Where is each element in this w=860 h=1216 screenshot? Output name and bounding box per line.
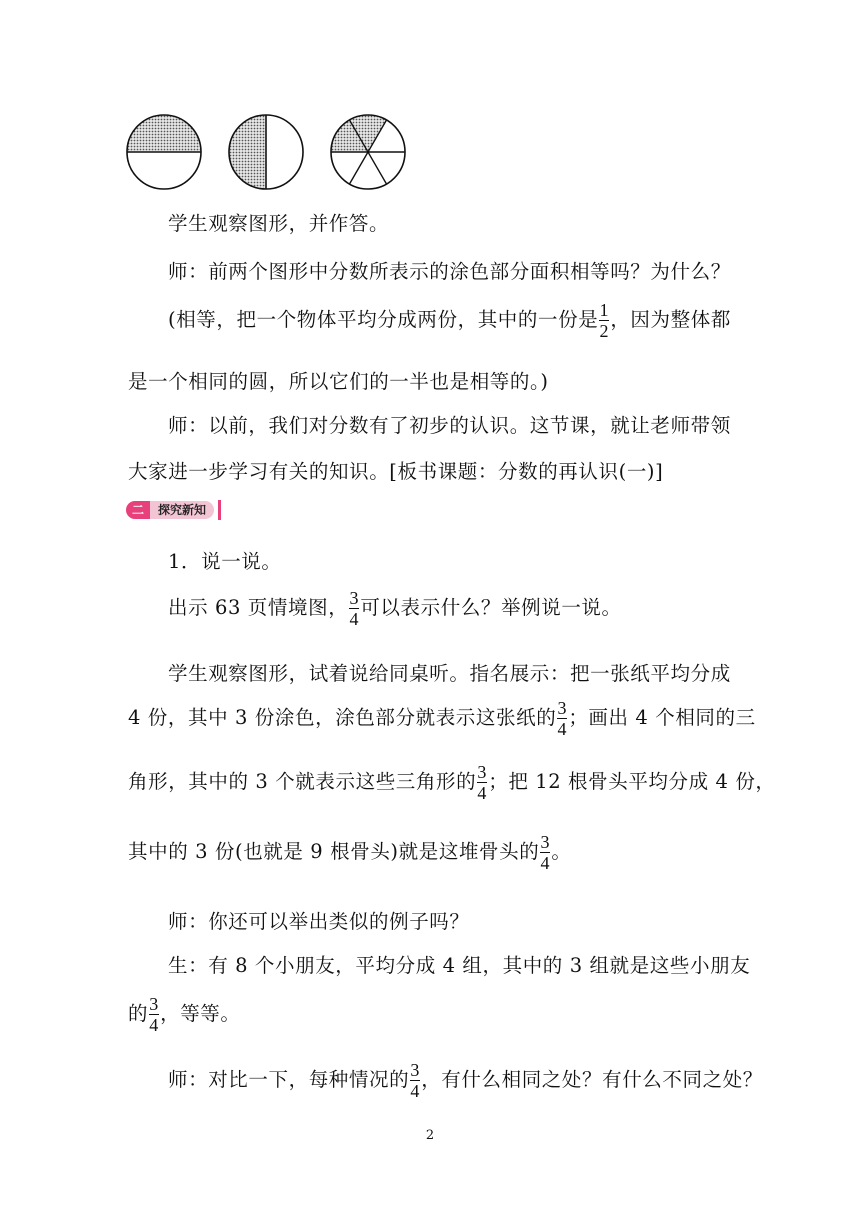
- fraction-one-half: $\frac{1}{2}$: [599, 300, 610, 341]
- text-line: 1．说一说。: [168, 550, 282, 573]
- text-line: 是一个相同的圆，所以它们的一半也是相等的。): [128, 370, 549, 393]
- text-line-with-fraction: [128, 994, 241, 1035]
- text-line-with-fraction: [128, 832, 571, 873]
- text-segment: 的: [128, 1002, 149, 1025]
- text-segment: ；把 12 根骨头平均分成 4 份，: [488, 770, 776, 793]
- text-line-with-fraction: [128, 698, 756, 739]
- fraction-three-quarters: $\frac{3}{4}$: [477, 762, 488, 803]
- fraction-circles-figure: [124, 112, 414, 192]
- text-line: 大家进一步学习有关的知识。[板书课题：分数的再认识(一)]: [128, 460, 664, 483]
- text-line: 师：前两个图形中分数所表示的涂色部分面积相等吗？为什么？: [168, 260, 731, 283]
- fraction-three-quarters: $\frac{3}{4}$: [410, 1060, 420, 1101]
- section-number: 二: [126, 501, 150, 519]
- text-line-with-fraction: [168, 588, 622, 629]
- text-line-with-fraction: [168, 1060, 763, 1101]
- text-line: 学生观察图形，并作答。: [168, 212, 390, 235]
- text-segment: ，等等。: [160, 1002, 241, 1025]
- text-line-with-fraction: [168, 300, 731, 341]
- circle-top-half-shaded: [124, 112, 204, 192]
- text-segment: 其中的 3 份(也就是 9 根骨头)就是这堆骨头的: [128, 840, 540, 863]
- text-line: 师：以前，我们对分数有了初步的认识。这节课，就让老师带领: [168, 414, 731, 437]
- circle-sixths-shaded: [328, 112, 408, 192]
- text-segment: 。: [551, 840, 572, 863]
- text-segment: 可以表示什么？举例说一说。: [360, 596, 622, 619]
- text-line: 学生观察图形，试着说给同桌听。指名展示：把一张纸平均分成: [168, 662, 731, 685]
- fraction-three-quarters: $\frac{3}{4}$: [349, 588, 360, 629]
- circle-left-half-shaded: [226, 112, 306, 192]
- text-segment: ，因为整体都: [610, 308, 731, 331]
- text-segment: 4 份，其中 3 份涂色，涂色部分就表示这张纸的: [128, 706, 557, 729]
- fraction-three-quarters: $\frac{3}{4}$: [540, 832, 551, 873]
- fraction-three-quarters: $\frac{3}{4}$: [149, 994, 159, 1035]
- text-segment: 出示 63 页情境图，: [168, 596, 349, 619]
- page-number: 2: [425, 1128, 435, 1143]
- text-segment: (相等，把一个物体平均分成两份，其中的一份是: [168, 308, 599, 331]
- section-divider: [218, 500, 221, 520]
- section-label: 探究新知: [150, 501, 214, 519]
- text-line: 师：你还可以举出类似的例子吗？: [168, 910, 470, 933]
- fraction-three-quarters: $\frac{3}{4}$: [557, 698, 568, 739]
- section-heading: [126, 500, 221, 520]
- text-segment: 角形，其中的 3 个就表示这些三角形的: [128, 770, 477, 793]
- text-segment: 师：对比一下，每种情况的: [168, 1068, 410, 1091]
- text-line-with-fraction: [128, 762, 776, 803]
- text-segment: ；画出 4 个相同的三: [568, 706, 756, 729]
- text-segment: ，有什么相同之处？有什么不同之处？: [421, 1068, 763, 1091]
- text-line: 生：有 8 个小朋友，平均分成 4 组，其中的 3 组就是这些小朋友: [168, 954, 751, 977]
